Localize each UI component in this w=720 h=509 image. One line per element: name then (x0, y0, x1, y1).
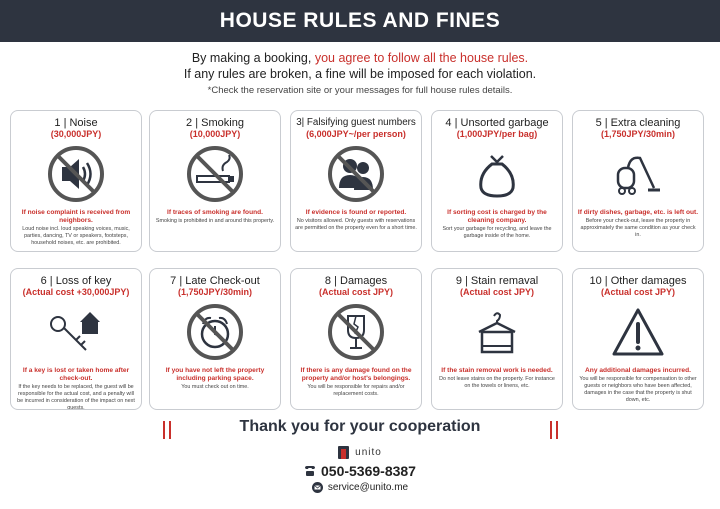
rule-detail: No visitors allowed. Only guests with reservations are permitted on the property even for a short time. (295, 218, 417, 231)
phone-number[interactable]: 050-5369-8387 (321, 463, 416, 479)
rule-condition: If sorting cost is charged by the cleaning company. (447, 209, 547, 224)
vacuum-cleaner-icon (608, 144, 668, 204)
rule-price: (Actual cost JPY) (318, 287, 394, 297)
rule-condition: If a key is lost or taken home after check-out. (22, 367, 130, 382)
rule-card-key (10, 268, 142, 410)
key-house-icon (46, 302, 106, 362)
rule-card-damages (290, 268, 422, 410)
rule-condition: If noise complaint is received from neighbors. (21, 209, 131, 224)
thanks-text: Thank you for your cooperation (239, 418, 481, 435)
intro-text (0, 50, 720, 96)
intro-line-1 (0, 50, 720, 66)
no-extra-guests-icon (326, 144, 386, 204)
page-title: HOUSE RULES AND FINES (219, 9, 501, 32)
rule-card-garbage (431, 110, 563, 252)
email-icon (312, 482, 323, 493)
rule-detail: Sort your garbage for recycling, and leave the garbage inside of the home. (442, 226, 552, 239)
rule-card-guest-numbers (290, 110, 422, 252)
towel-hanger-icon (467, 302, 527, 362)
rule-condition: If you have not left the property including parking space. (165, 367, 265, 382)
rule-title: 8 | Damages (324, 275, 388, 287)
no-late-checkout-icon (185, 302, 245, 362)
rule-condition: If evidence is found or reported. (305, 209, 407, 216)
phone-contact[interactable] (0, 463, 720, 479)
rule-title: 3| Falsifying guest numbers (296, 117, 416, 128)
warning-icon (608, 302, 668, 362)
rule-condition: If traces of smoking are found. (167, 209, 263, 216)
email-address[interactable]: service@unito.me (327, 482, 409, 493)
rule-detail: If the key needs to be replaced, the guest will be responsible for the actual cost, and a penalty will be incurred in consideration of the impact on next guests. (17, 384, 135, 410)
brand (0, 446, 720, 459)
rule-price: (6,000JPY~/per person) (306, 129, 406, 139)
no-smoking-icon (185, 144, 245, 204)
rule-detail: You will be responsible for repairs and/or replacement costs. (307, 384, 405, 397)
rule-title: 2 | Smoking (186, 117, 244, 129)
intro-note: *Check the reservation site or your messages for full house rules details. (207, 85, 513, 96)
garbage-bag-icon (467, 144, 527, 204)
rule-price: (Actual cost +30,000JPY) (22, 287, 130, 297)
rule-title: 6 | Loss of key (40, 275, 112, 287)
rule-card-extra-cleaning (572, 110, 704, 252)
footer (0, 418, 720, 436)
rule-title: 4 | Unsorted garbage (445, 117, 549, 129)
rule-detail: Before your check-out, leave the property in approximately the same condition as your check in. (580, 218, 696, 238)
rule-card-stain (431, 268, 563, 410)
rule-price: (Actual cost JPY) (600, 287, 676, 297)
rule-title: 10 | Other damages (589, 275, 687, 287)
rule-detail: Do not leave stains on the property. For instance on the towels or linens, etc. (439, 376, 555, 389)
rule-detail: Loud noise incl. loud speaking voices, music, parties, dancing, TV or speakers, footsteps, household noises, etc. are prohibited. (22, 226, 130, 246)
no-noise-icon (46, 144, 106, 204)
intro-line-1-highlight: you agree to follow all the house rules. (314, 51, 529, 65)
email-contact[interactable] (0, 482, 720, 493)
rule-title: 7 | Late Check-out (170, 275, 260, 287)
no-damage-icon (326, 302, 386, 362)
rule-price: (1,000JPY/per bag) (456, 129, 538, 139)
rule-title: 1 | Noise (54, 117, 98, 129)
rule-title: 9 | Stain remaval (455, 275, 539, 287)
rule-price: (Actual cost JPY) (459, 287, 535, 297)
rule-condition: If there is any damage found on the property and/or host's belongings. (300, 367, 412, 382)
rule-card-late-checkout (149, 268, 281, 410)
rule-price: (1,750JPY/30min) (600, 129, 676, 139)
intro-line-2: If any rules are broken, a fine will be imposed for each violation. (183, 67, 537, 81)
rule-detail: Smoking is prohibited in and around this property. (155, 218, 275, 224)
rule-detail: You will be responsible for compensation to other guests or neighbors who have been affected, damages in the case that the property is shut down, etc. (579, 376, 697, 403)
rule-title: 5 | Extra cleaning (595, 117, 681, 129)
rule-price: (1,750JPY/30min) (177, 287, 253, 297)
header-banner (0, 0, 720, 42)
rule-condition: If dirty dishes, garbage, etc. is left out. (577, 209, 699, 216)
rule-price: (10,000JPY) (189, 129, 241, 139)
rule-card-other-damages (572, 268, 704, 410)
unito-logo-icon (338, 446, 349, 459)
rule-condition: If the stain removal work is needed. (441, 367, 553, 374)
brand-name: unito (355, 447, 382, 458)
rule-card-smoking (149, 110, 281, 252)
intro-line-1-prefix: By making a booking, (191, 51, 315, 65)
rule-detail: You must check out on time. (181, 384, 249, 390)
rule-condition: Any additional damages incurred. (585, 367, 691, 374)
phone-icon (304, 465, 316, 477)
rule-price: (30,000JPY) (50, 129, 102, 139)
rule-card-noise (10, 110, 142, 252)
